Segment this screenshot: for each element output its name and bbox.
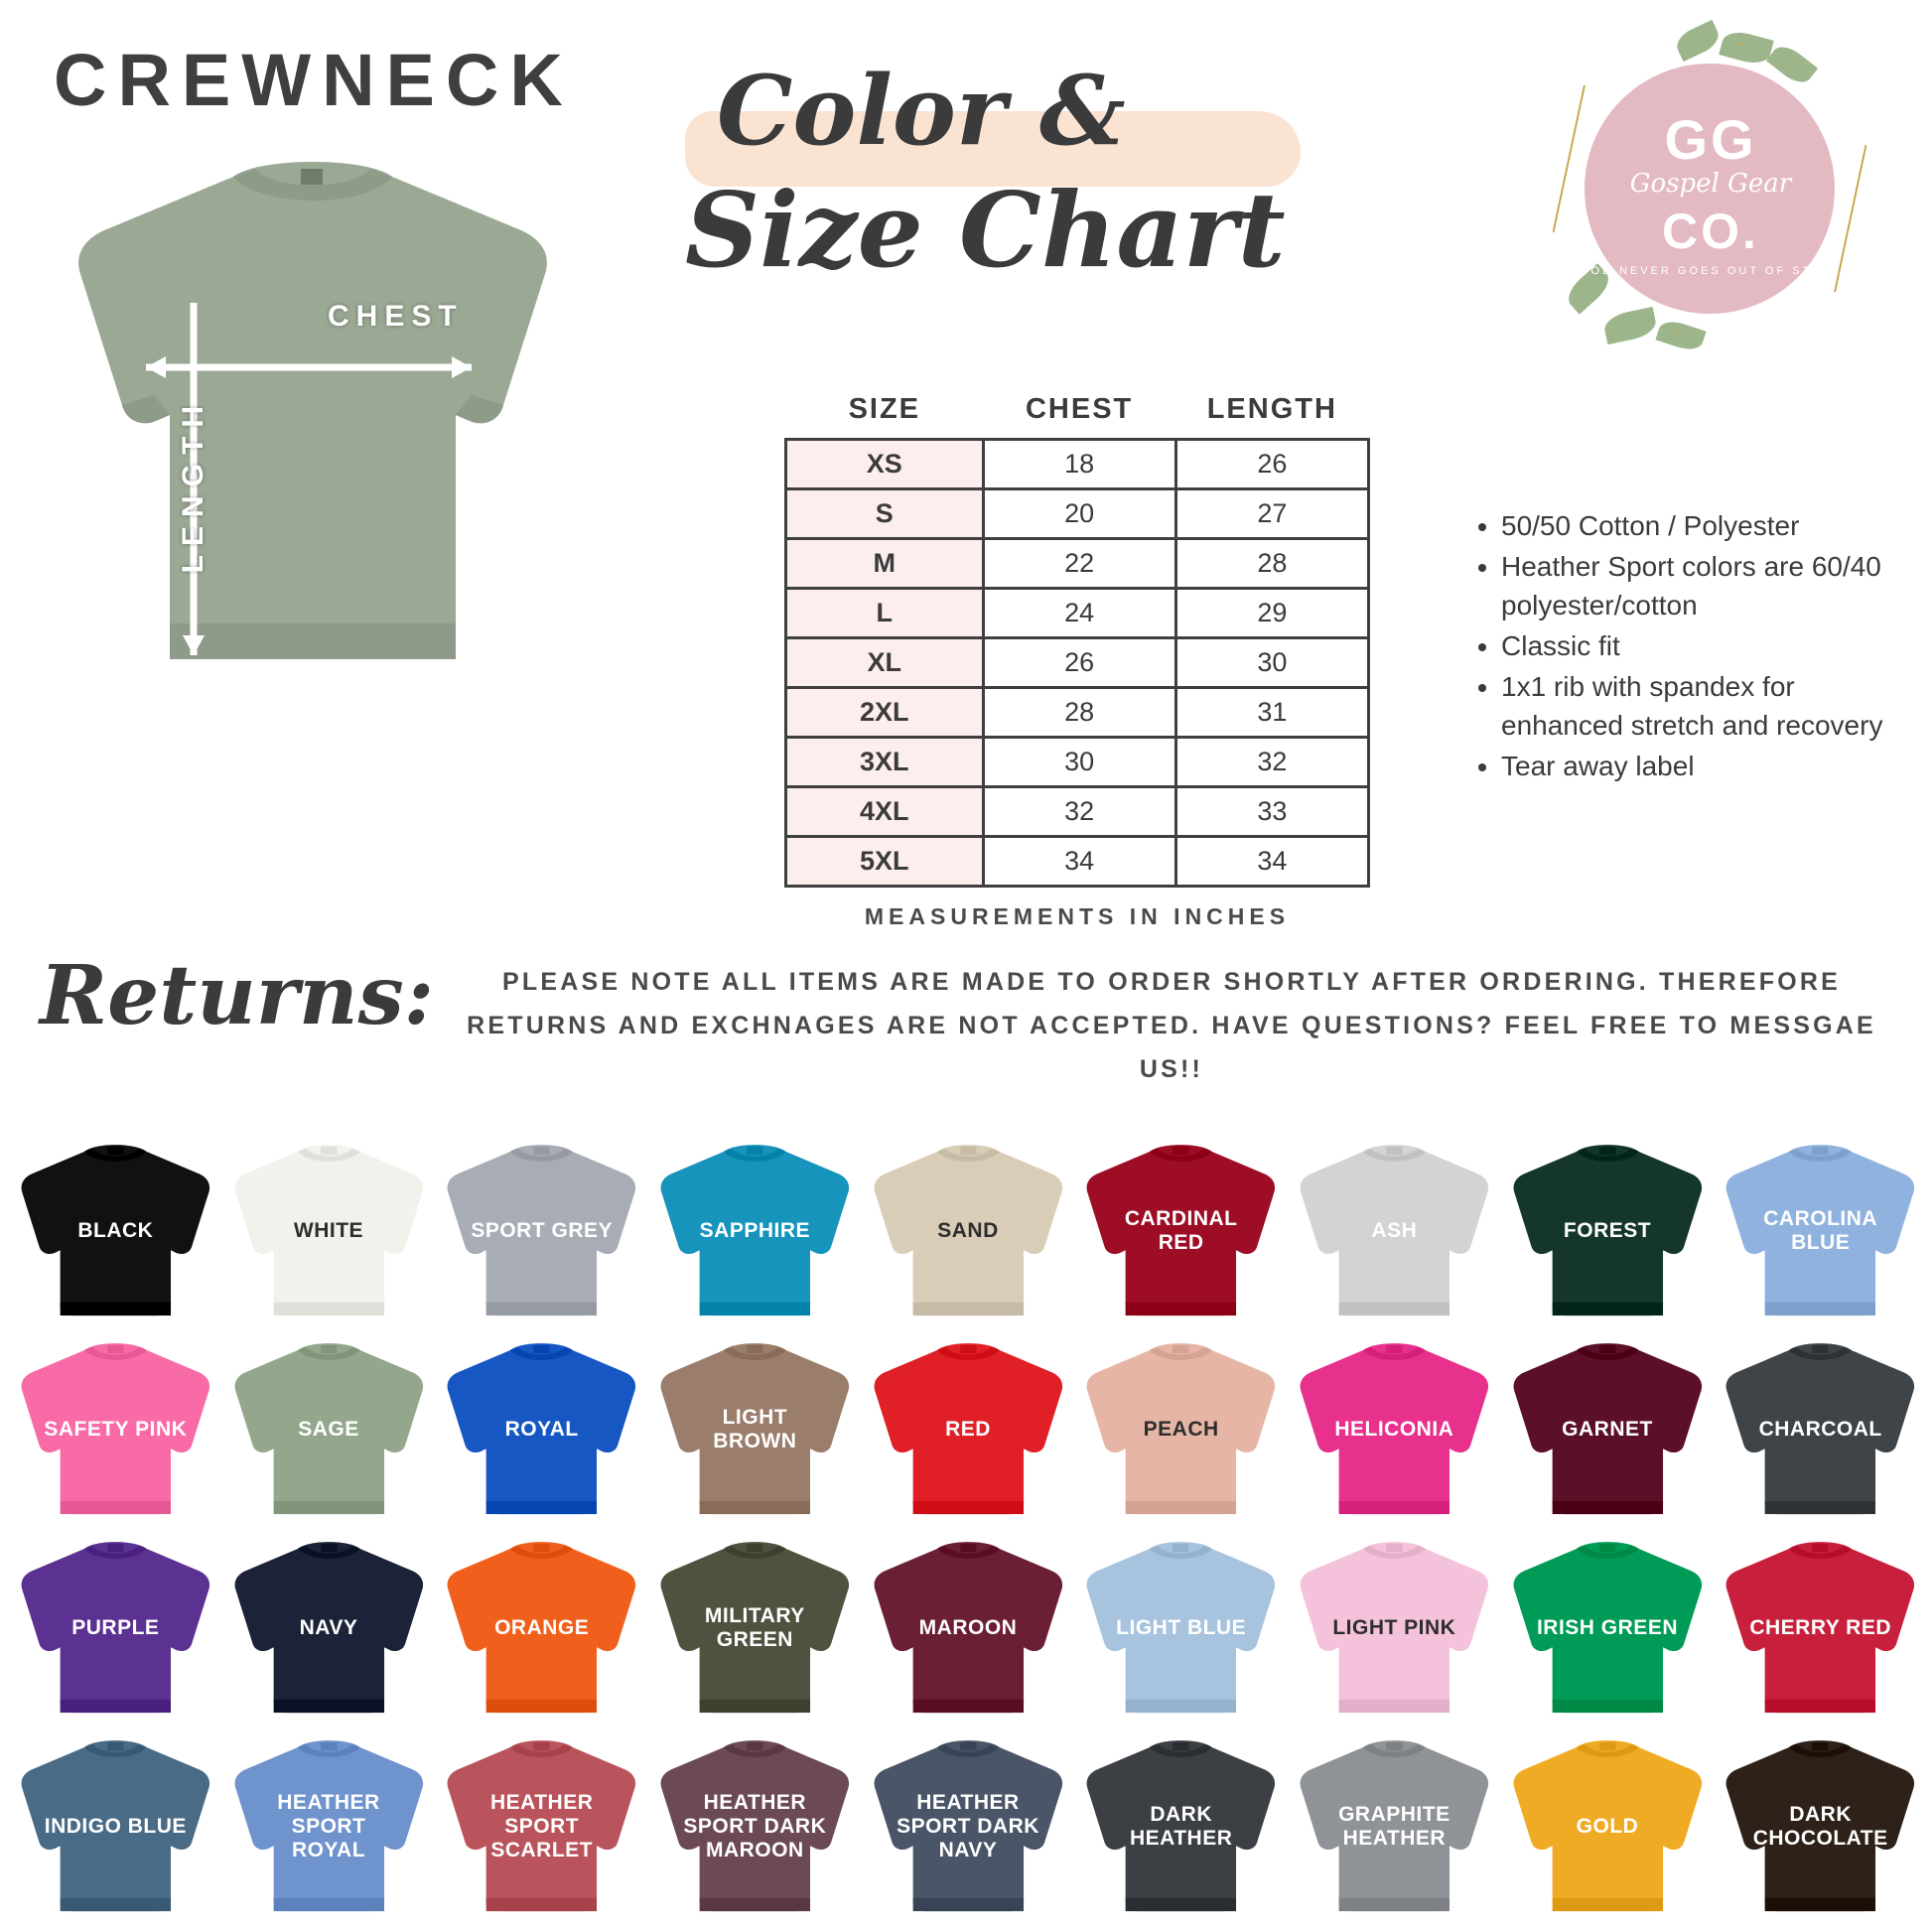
size-chart-table bbox=[784, 387, 1370, 888]
cell-length: 33 bbox=[1175, 787, 1368, 837]
cell-chest: 18 bbox=[983, 440, 1175, 489]
cell-chest: 26 bbox=[983, 638, 1175, 688]
color-name-label: ROYAL bbox=[504, 1418, 579, 1441]
color-swatch[interactable] bbox=[436, 1529, 647, 1727]
color-swatch[interactable] bbox=[10, 1330, 221, 1529]
column-header-size: SIZE bbox=[848, 393, 921, 425]
chart-heading-line-1: Color & bbox=[717, 55, 1126, 167]
table-row bbox=[786, 589, 1369, 638]
color-swatch[interactable] bbox=[10, 1132, 221, 1330]
table-row bbox=[786, 539, 1369, 589]
color-swatch[interactable] bbox=[1502, 1727, 1714, 1926]
table-row bbox=[786, 787, 1369, 837]
cell-length: 26 bbox=[1175, 440, 1368, 489]
chest-measure-label: CHEST bbox=[328, 300, 464, 333]
color-name-label: DARK CHOCOLATE bbox=[1752, 1803, 1888, 1850]
table-row bbox=[786, 638, 1369, 688]
color-swatch[interactable] bbox=[223, 1330, 435, 1529]
color-name-label: WHITE bbox=[293, 1219, 364, 1242]
cell-size: 2XL bbox=[786, 688, 984, 738]
cell-chest: 32 bbox=[983, 787, 1175, 837]
color-name-label: SPORT GREY bbox=[471, 1219, 614, 1242]
table-row bbox=[786, 837, 1369, 887]
cell-length: 28 bbox=[1175, 539, 1368, 589]
color-swatch[interactable] bbox=[1075, 1330, 1287, 1529]
measurement-note: MEASUREMENTS IN INCHES bbox=[864, 903, 1291, 929]
color-swatch[interactable] bbox=[863, 1132, 1074, 1330]
color-name-label: LIGHT BLUE bbox=[1116, 1616, 1247, 1639]
color-swatch[interactable] bbox=[223, 1132, 435, 1330]
cell-chest: 34 bbox=[983, 837, 1175, 887]
logo-co-text: CO. bbox=[1662, 204, 1759, 259]
cell-length: 34 bbox=[1175, 837, 1368, 887]
cell-length: 30 bbox=[1175, 638, 1368, 688]
color-swatch-grid bbox=[10, 1132, 1926, 1926]
cell-size: 3XL bbox=[786, 738, 984, 787]
color-swatch[interactable] bbox=[223, 1529, 435, 1727]
color-swatch[interactable] bbox=[1289, 1330, 1500, 1529]
color-name-label: HELICONIA bbox=[1334, 1418, 1454, 1441]
cell-length: 27 bbox=[1175, 489, 1368, 539]
color-name-label: BLACK bbox=[77, 1219, 154, 1242]
color-swatch[interactable] bbox=[1289, 1727, 1500, 1926]
color-swatch[interactable] bbox=[10, 1529, 221, 1727]
color-name-label: GOLD bbox=[1576, 1815, 1639, 1838]
cell-chest: 22 bbox=[983, 539, 1175, 589]
color-name-label: SAPPHIRE bbox=[699, 1219, 810, 1242]
color-swatch[interactable] bbox=[436, 1132, 647, 1330]
list-item: • 1x1 rib with spandex for enhanced stretch and recovery bbox=[1501, 667, 1886, 745]
table-row bbox=[786, 489, 1369, 539]
cell-chest: 30 bbox=[983, 738, 1175, 787]
logo-tagline: GOD NEVER GOES OUT OF STYLE bbox=[1579, 265, 1843, 277]
color-swatch[interactable] bbox=[863, 1529, 1074, 1727]
color-name-label: MILITARY GREEN bbox=[704, 1604, 805, 1651]
color-swatch[interactable] bbox=[649, 1132, 861, 1330]
color-swatch[interactable] bbox=[10, 1727, 221, 1926]
cell-length: 31 bbox=[1175, 688, 1368, 738]
color-name-label: PEACH bbox=[1143, 1418, 1219, 1441]
color-swatch[interactable] bbox=[223, 1727, 435, 1926]
cell-length: 29 bbox=[1175, 589, 1368, 638]
cell-chest: 20 bbox=[983, 489, 1175, 539]
color-swatch[interactable] bbox=[1075, 1727, 1287, 1926]
color-name-label: SAFETY PINK bbox=[44, 1418, 188, 1441]
list-item: • Heather Sport colors are 60/40 polyester/cotton bbox=[1501, 547, 1886, 624]
color-name-label: GRAPHITE HEATHER bbox=[1338, 1803, 1450, 1850]
color-name-label: FOREST bbox=[1563, 1219, 1652, 1242]
size-chart-table-wrapper bbox=[784, 387, 1370, 930]
color-name-label: GARNET bbox=[1562, 1418, 1653, 1441]
cell-size: XL bbox=[786, 638, 984, 688]
color-name-label: ORANGE bbox=[494, 1616, 590, 1639]
color-swatch[interactable] bbox=[1289, 1132, 1500, 1330]
color-name-label: LIGHT BROWN bbox=[713, 1406, 797, 1452]
returns-policy-text: PLEASE NOTE ALL ITEMS ARE MADE TO ORDER SHORTLY AFTER ORDERING. THEREFORE RETURNS AND EXCHNAGES ARE NOT ACCEPTED. HAVE QUESTIONS? FEEL FREE TO MESSGAE US!! bbox=[467, 968, 1876, 1083]
color-swatch[interactable] bbox=[436, 1727, 647, 1926]
color-swatch[interactable] bbox=[863, 1330, 1074, 1529]
cell-chest: 28 bbox=[983, 688, 1175, 738]
product-features-list bbox=[1469, 506, 1886, 787]
color-name-label: MAROON bbox=[918, 1616, 1018, 1639]
color-name-label: SAND bbox=[937, 1219, 999, 1242]
color-name-label: HEATHER SPORT DARK NAVY bbox=[897, 1791, 1039, 1862]
hero-sweatshirt-illustration bbox=[55, 139, 571, 695]
column-header-length: LENGTH bbox=[1206, 393, 1337, 425]
table-header-row bbox=[786, 387, 1369, 440]
color-name-label: LIGHT PINK bbox=[1332, 1616, 1456, 1639]
cell-length: 32 bbox=[1175, 738, 1368, 787]
color-swatch[interactable] bbox=[1502, 1330, 1714, 1529]
color-name-label: DARK HEATHER bbox=[1129, 1803, 1233, 1850]
cell-size: S bbox=[786, 489, 984, 539]
color-name-label: HEATHER SPORT SCARLET bbox=[489, 1791, 594, 1862]
color-name-label: PURPLE bbox=[71, 1616, 160, 1639]
cell-chest: 24 bbox=[983, 589, 1175, 638]
color-name-label: CAROLINA BLUE bbox=[1763, 1207, 1878, 1254]
list-item: • Classic fit bbox=[1501, 626, 1886, 665]
color-name-label: SAGE bbox=[298, 1418, 359, 1441]
color-name-label: ASH bbox=[1371, 1219, 1418, 1242]
list-item: • Tear away label bbox=[1501, 747, 1886, 785]
length-measure-label: LENGTH bbox=[177, 397, 209, 574]
color-swatch[interactable] bbox=[1715, 1727, 1926, 1926]
color-swatch[interactable] bbox=[1289, 1529, 1500, 1727]
color-swatch[interactable] bbox=[1715, 1132, 1926, 1330]
logo-initials: GG bbox=[1664, 108, 1757, 171]
leaf-icon bbox=[1602, 307, 1659, 345]
color-swatch[interactable] bbox=[1075, 1529, 1287, 1727]
table-row bbox=[786, 738, 1369, 787]
column-header-chest: CHEST bbox=[1025, 393, 1134, 425]
cell-size: 5XL bbox=[786, 837, 984, 887]
header-section bbox=[0, 0, 1932, 929]
cell-size: XS bbox=[786, 440, 984, 489]
color-swatch[interactable] bbox=[649, 1727, 861, 1926]
color-swatch[interactable] bbox=[649, 1529, 861, 1727]
list-item: • 50/50 Cotton / Polyester bbox=[1501, 506, 1886, 545]
table-row bbox=[786, 440, 1369, 489]
cell-size: 4XL bbox=[786, 787, 984, 837]
color-name-label: HEATHER SPORT DARK MAROON bbox=[683, 1791, 827, 1862]
brand-logo bbox=[1547, 28, 1874, 355]
color-swatch[interactable] bbox=[436, 1330, 647, 1529]
color-name-label: NAVY bbox=[299, 1616, 358, 1639]
table-row bbox=[786, 688, 1369, 738]
color-name-label: IRISH GREEN bbox=[1536, 1616, 1678, 1639]
color-swatch[interactable] bbox=[649, 1330, 861, 1529]
color-swatch[interactable] bbox=[1502, 1132, 1714, 1330]
color-name-label: CARDINAL RED bbox=[1124, 1207, 1238, 1254]
color-swatch[interactable] bbox=[1075, 1132, 1287, 1330]
returns-heading: Returns: bbox=[40, 948, 435, 1043]
color-name-label: INDIGO BLUE bbox=[44, 1815, 187, 1838]
page-title: CREWNECK bbox=[54, 39, 574, 121]
color-name-label: RED bbox=[945, 1418, 991, 1441]
cell-size: L bbox=[786, 589, 984, 638]
color-swatch[interactable] bbox=[1715, 1330, 1926, 1529]
returns-section bbox=[0, 938, 1932, 1127]
chart-heading-line-2: Size Chart bbox=[685, 169, 1286, 291]
color-name-label: CHERRY RED bbox=[1749, 1616, 1892, 1639]
color-swatch[interactable] bbox=[1502, 1529, 1714, 1727]
cell-size: M bbox=[786, 539, 984, 589]
color-swatch[interactable] bbox=[1715, 1529, 1926, 1727]
color-name-label: CHARCOAL bbox=[1758, 1418, 1882, 1441]
color-name-label: HEATHER SPORT ROYAL bbox=[277, 1791, 380, 1862]
logo-script-name: Gospel Gear bbox=[1629, 169, 1792, 199]
color-swatch[interactable] bbox=[863, 1727, 1074, 1926]
